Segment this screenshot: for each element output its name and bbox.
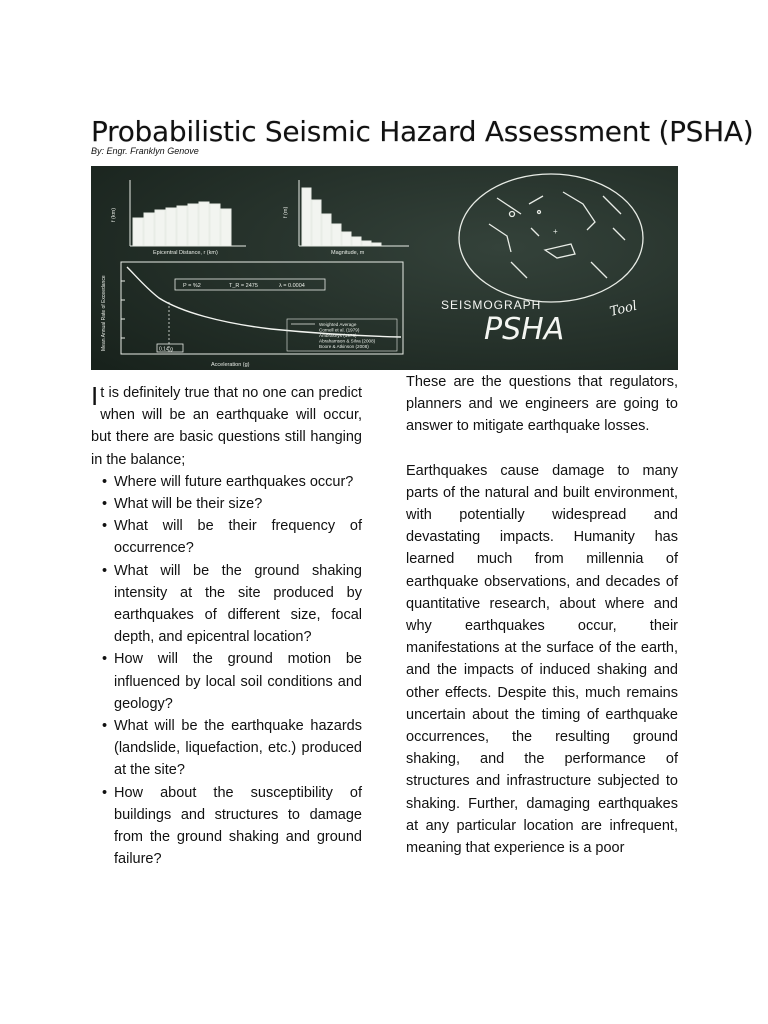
list-item-text: How will the ground motion be influenced by local soil conditions and geology? bbox=[114, 651, 362, 712]
psha-banner-image bbox=[91, 166, 678, 370]
bullet-icon: • bbox=[102, 562, 108, 579]
list-item bbox=[91, 782, 362, 871]
bullet-icon: • bbox=[102, 651, 108, 668]
paragraph-gap bbox=[406, 438, 678, 460]
hist1-xlabel: Epicentral Distance, r (km) bbox=[153, 250, 218, 256]
hist2-xlabel: Magnitude, m bbox=[331, 250, 365, 256]
app-suffix: Tool bbox=[608, 298, 639, 320]
list-item-text: How about the susceptibility of buildings and structures to damage from the ground shaking and ground failure? bbox=[114, 784, 362, 868]
marker-label: 0.14 g bbox=[159, 346, 173, 353]
param-tr: T_R = 2475 bbox=[229, 283, 258, 289]
intro-text: t is definitely true that no one can predict when will be an earthquake will occur, but there are basic questions still hanging in the balance; bbox=[91, 385, 362, 468]
list-item-text: What will be their size? bbox=[114, 496, 263, 513]
list-item bbox=[91, 715, 362, 782]
paragraph-earthquakes: Earthquakes cause damage to many parts of the natural and built environment, with potentially widespread and devastating impacts. Humanity has learned much from millennia of earthquake observations, and decades of quantitative research, about where and why earthquakes occur, their manifestations at the surface of the earth, and the impacts of induced shaking and other effects. Despite this, much remains uncertain about the timing of earthquake occurrences, the resulting ground shaking, and the performance of structures and infrastructure subjected to shaking. Further, damaging earthquakes at any particular location are infrequent, meaning that experience is a poor bbox=[406, 462, 678, 857]
param-lambda: λ = 0.0004 bbox=[279, 283, 305, 289]
banner-illustration bbox=[91, 166, 678, 370]
legend-item: Boore & Atkinson (2008) bbox=[319, 344, 369, 349]
curve-ylabel: Mean Annual Rate of Exceedance bbox=[101, 275, 107, 351]
list-item-text: Where will future earthquakes occur? bbox=[114, 473, 354, 490]
list-item bbox=[91, 515, 362, 559]
right-column bbox=[406, 371, 678, 859]
list-item-text: What will be the earthquake hazards (landslide, liquefaction, etc.) produced at the site? bbox=[114, 718, 362, 779]
legend-item: Ambraseys (1978) bbox=[319, 333, 357, 338]
bullet-icon: • bbox=[102, 518, 108, 535]
question-list bbox=[91, 471, 362, 871]
list-item bbox=[91, 648, 362, 715]
bullet-icon: • bbox=[102, 496, 108, 513]
article-title: Probabilistic Seismic Hazard Assessment (PSHA) bbox=[91, 114, 754, 148]
bullet-icon: • bbox=[102, 718, 108, 735]
left-column bbox=[91, 382, 362, 870]
drop-cap: I bbox=[91, 381, 99, 411]
svg-text:+: + bbox=[553, 227, 558, 236]
curve-xlabel: Acceleration (g) bbox=[211, 362, 250, 368]
param-p: P = %2 bbox=[183, 283, 201, 289]
list-item bbox=[91, 493, 362, 515]
article-byline: By: Engr. Franklyn Genove bbox=[91, 146, 199, 156]
list-item-text: What will be their frequency of occurrence? bbox=[114, 518, 362, 557]
legend-item: Cornell et al. (1979) bbox=[319, 327, 360, 333]
list-item bbox=[91, 560, 362, 649]
legend-item: Abrahamson & Silva (2008) bbox=[319, 338, 376, 344]
app-title: PSHA bbox=[484, 312, 565, 347]
hist1-ylabel: f (km) bbox=[111, 207, 117, 222]
intro-paragraph bbox=[91, 382, 362, 471]
bullet-icon: • bbox=[102, 473, 108, 490]
list-item bbox=[91, 471, 362, 493]
paragraph-questions: These are the questions that regulators, planners and we engineers are going to answer to mitigate earthquake losses. bbox=[406, 374, 678, 435]
list-item-text: What will be the ground shaking intensity at the site produced by earthquakes of different size, focal depth, and epicentral location? bbox=[114, 562, 362, 646]
app-name: SEISMOGRAPH bbox=[441, 298, 542, 312]
bullet-icon: • bbox=[102, 784, 108, 801]
hist2-ylabel: f (m) bbox=[283, 206, 289, 218]
legend-item: Weighted Average bbox=[319, 322, 357, 327]
